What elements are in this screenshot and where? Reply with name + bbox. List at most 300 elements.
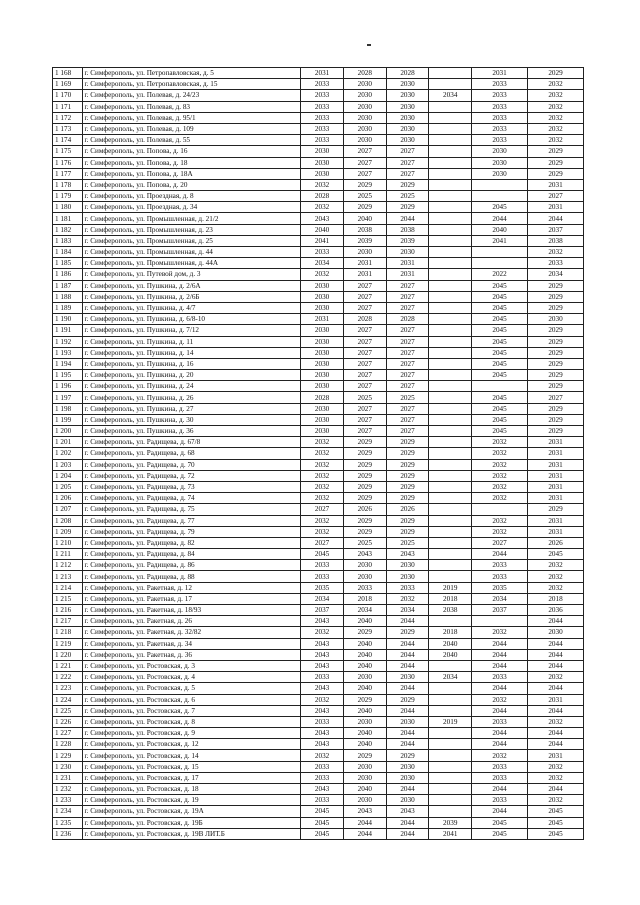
year-col-2: 2029 [343, 493, 386, 504]
row-address: г. Симферополь, ул. Промышленная, д. 25 [82, 235, 301, 246]
year-col-5: 2045 [472, 392, 528, 403]
year-col-1: 2043 [301, 728, 344, 739]
year-col-6: 2029 [528, 336, 584, 347]
row-address: г. Симферополь, ул. Ростовская, д. 19 [82, 795, 301, 806]
year-col-1: 2040 [301, 224, 344, 235]
table-row [53, 750, 584, 761]
year-col-3: 2044 [386, 739, 429, 750]
year-col-6: 2031 [528, 694, 584, 705]
year-col-6: 2045 [528, 806, 584, 817]
row-address: г. Симферополь, ул. Ракетная, д. 32/82 [82, 627, 301, 638]
table-row [53, 101, 584, 112]
year-col-4 [429, 481, 472, 492]
year-col-2: 2027 [343, 325, 386, 336]
row-address: г. Симферополь, ул. Ростовская, д. 14 [82, 750, 301, 761]
year-col-4 [429, 750, 472, 761]
row-number: 1 203 [53, 459, 83, 470]
row-address: г. Симферополь, ул. Ракетная, д. 34 [82, 638, 301, 649]
year-col-5: 2041 [472, 235, 528, 246]
page-mark [367, 44, 371, 46]
row-number: 1 186 [53, 269, 83, 280]
year-col-6: 2032 [528, 247, 584, 258]
row-address: г. Симферополь, ул. Промышленная, д. 23 [82, 224, 301, 235]
year-col-1: 2043 [301, 638, 344, 649]
table-row [53, 526, 584, 537]
year-col-5: 2032 [472, 627, 528, 638]
year-col-6: 2029 [528, 157, 584, 168]
row-address: г. Симферополь, ул. Радищева, д. 68 [82, 448, 301, 459]
row-number: 1 210 [53, 537, 83, 548]
year-col-3: 2027 [386, 291, 429, 302]
year-col-5: 2044 [472, 784, 528, 795]
year-col-4 [429, 68, 472, 79]
table-row [53, 414, 584, 425]
table-row [53, 616, 584, 627]
year-col-2: 2029 [343, 459, 386, 470]
year-col-5: 2033 [472, 123, 528, 134]
year-col-4 [429, 101, 472, 112]
year-col-4 [429, 123, 472, 134]
year-col-3: 2034 [386, 605, 429, 616]
table-row [53, 370, 584, 381]
year-col-3: 2027 [386, 358, 429, 369]
year-col-5: 2045 [472, 202, 528, 213]
year-col-6: 2031 [528, 179, 584, 190]
year-col-6: 2044 [528, 213, 584, 224]
year-col-1: 2033 [301, 247, 344, 258]
row-number: 1 187 [53, 280, 83, 291]
row-number: 1 169 [53, 79, 83, 90]
table-row [53, 191, 584, 202]
row-number: 1 233 [53, 795, 83, 806]
year-col-6: 2032 [528, 716, 584, 727]
year-col-4 [429, 493, 472, 504]
year-col-3: 2030 [386, 560, 429, 571]
year-col-6: 2032 [528, 582, 584, 593]
year-col-6: 2029 [528, 325, 584, 336]
year-col-4 [429, 381, 472, 392]
table-row [53, 649, 584, 660]
row-address: г. Симферополь, ул. Попова, д. 18А [82, 168, 301, 179]
table-row [53, 705, 584, 716]
row-address: г. Симферополь, ул. Пушкина, д. 7/12 [82, 325, 301, 336]
row-number: 1 198 [53, 403, 83, 414]
row-number: 1 213 [53, 571, 83, 582]
year-col-6: 2029 [528, 347, 584, 358]
year-col-4 [429, 515, 472, 526]
year-col-5: 2032 [472, 481, 528, 492]
year-col-3: 2025 [386, 392, 429, 403]
year-col-5 [472, 504, 528, 515]
year-col-5: 2033 [472, 672, 528, 683]
row-number: 1 197 [53, 392, 83, 403]
table-row [53, 761, 584, 772]
year-col-6: 2045 [528, 828, 584, 839]
year-col-4 [429, 280, 472, 291]
year-col-1: 2043 [301, 649, 344, 660]
row-number: 1 199 [53, 414, 83, 425]
year-col-2: 2028 [343, 68, 386, 79]
table-row [53, 146, 584, 157]
table-row [53, 481, 584, 492]
table-row [53, 716, 584, 727]
year-col-6: 2032 [528, 571, 584, 582]
year-col-1: 2030 [301, 358, 344, 369]
year-col-1: 2030 [301, 381, 344, 392]
year-col-5: 2044 [472, 728, 528, 739]
year-col-2: 2030 [343, 101, 386, 112]
row-number: 1 208 [53, 515, 83, 526]
year-col-1: 2033 [301, 571, 344, 582]
year-col-4 [429, 213, 472, 224]
year-col-2: 2030 [343, 772, 386, 783]
year-col-4: 2041 [429, 828, 472, 839]
year-col-5: 2030 [472, 146, 528, 157]
year-col-1: 2030 [301, 414, 344, 425]
year-col-3: 2027 [386, 168, 429, 179]
row-number: 1 229 [53, 750, 83, 761]
row-number: 1 227 [53, 728, 83, 739]
row-address: г. Симферополь, ул. Полевая, д. 55 [82, 135, 301, 146]
year-col-5: 2033 [472, 716, 528, 727]
year-col-2: 2029 [343, 694, 386, 705]
table-row [53, 459, 584, 470]
row-number: 1 172 [53, 112, 83, 123]
year-col-3: 2027 [386, 347, 429, 358]
row-address: г. Симферополь, ул. Полевая, д. 83 [82, 101, 301, 112]
year-col-2: 2029 [343, 627, 386, 638]
year-col-3: 2027 [386, 157, 429, 168]
year-col-6: 2026 [528, 537, 584, 548]
row-number: 1 235 [53, 817, 83, 828]
year-col-4 [429, 79, 472, 90]
table-row [53, 660, 584, 671]
year-col-6: 2044 [528, 649, 584, 660]
year-col-3: 2030 [386, 772, 429, 783]
year-col-2: 2027 [343, 280, 386, 291]
table-row [53, 269, 584, 280]
year-col-2: 2027 [343, 403, 386, 414]
year-col-5: 2045 [472, 403, 528, 414]
year-col-5 [472, 381, 528, 392]
year-col-6: 2029 [528, 358, 584, 369]
year-col-5: 2033 [472, 79, 528, 90]
year-col-5: 2044 [472, 660, 528, 671]
table-row [53, 817, 584, 828]
year-col-3: 2030 [386, 112, 429, 123]
year-col-4: 2034 [429, 90, 472, 101]
year-col-1: 2030 [301, 291, 344, 302]
year-col-6: 2031 [528, 493, 584, 504]
year-col-1: 2034 [301, 258, 344, 269]
year-col-1: 2033 [301, 716, 344, 727]
row-number: 1 231 [53, 772, 83, 783]
year-col-3: 2025 [386, 191, 429, 202]
year-col-2: 2030 [343, 123, 386, 134]
row-number: 1 188 [53, 291, 83, 302]
year-col-4 [429, 437, 472, 448]
year-col-2: 2029 [343, 179, 386, 190]
year-col-1: 2043 [301, 660, 344, 671]
table-row [53, 605, 584, 616]
year-col-4 [429, 728, 472, 739]
row-number: 1 234 [53, 806, 83, 817]
year-col-2: 2030 [343, 716, 386, 727]
row-number: 1 218 [53, 627, 83, 638]
year-col-2: 2027 [343, 291, 386, 302]
year-col-2: 2040 [343, 728, 386, 739]
year-col-2: 2029 [343, 526, 386, 537]
row-number: 1 202 [53, 448, 83, 459]
year-col-3: 2027 [386, 426, 429, 437]
year-col-4 [429, 426, 472, 437]
year-col-6: 2044 [528, 683, 584, 694]
year-col-2: 2040 [343, 739, 386, 750]
table-row [53, 135, 584, 146]
year-col-6: 2044 [528, 728, 584, 739]
year-col-6: 2032 [528, 101, 584, 112]
year-col-5: 2045 [472, 828, 528, 839]
table-row [53, 68, 584, 79]
row-address: г. Симферополь, ул. Ракетная, д. 18/93 [82, 605, 301, 616]
year-col-1: 2032 [301, 179, 344, 190]
year-col-2: 2027 [343, 358, 386, 369]
year-col-3: 2038 [386, 224, 429, 235]
year-col-2: 2030 [343, 761, 386, 772]
table-row [53, 806, 584, 817]
year-col-1: 2030 [301, 370, 344, 381]
row-number: 1 200 [53, 426, 83, 437]
row-number: 1 170 [53, 90, 83, 101]
row-address: г. Симферополь, ул. Полевая, д. 24/23 [82, 90, 301, 101]
year-col-2: 2027 [343, 157, 386, 168]
table-row [53, 79, 584, 90]
year-col-5: 2045 [472, 347, 528, 358]
year-col-1: 2033 [301, 123, 344, 134]
year-col-3: 2044 [386, 784, 429, 795]
row-address: г. Симферополь, ул. Попова, д. 18 [82, 157, 301, 168]
year-col-3: 2030 [386, 795, 429, 806]
row-address: г. Симферополь, ул. Ростовская, д. 12 [82, 739, 301, 750]
year-col-3: 2031 [386, 269, 429, 280]
year-col-4 [429, 571, 472, 582]
year-col-2: 2029 [343, 437, 386, 448]
row-address: г. Симферополь, ул. Полевая, д. 95/1 [82, 112, 301, 123]
row-number: 1 175 [53, 146, 83, 157]
row-number: 1 224 [53, 694, 83, 705]
year-col-4 [429, 370, 472, 381]
row-number: 1 220 [53, 649, 83, 660]
row-address: г. Симферополь, ул. Ростовская, д. 19Б [82, 817, 301, 828]
year-col-6: 2031 [528, 202, 584, 213]
year-col-5: 2033 [472, 571, 528, 582]
row-number: 1 193 [53, 347, 83, 358]
year-col-4 [429, 806, 472, 817]
year-col-2: 2025 [343, 191, 386, 202]
year-col-3: 2029 [386, 459, 429, 470]
year-col-6: 2029 [528, 426, 584, 437]
year-col-4 [429, 325, 472, 336]
year-col-5: 2033 [472, 761, 528, 772]
year-col-2: 2029 [343, 481, 386, 492]
year-col-3: 2030 [386, 761, 429, 772]
row-number: 1 189 [53, 302, 83, 313]
table-row [53, 493, 584, 504]
row-address: г. Симферополь, ул. Ростовская, д. 5 [82, 683, 301, 694]
year-col-5: 2022 [472, 269, 528, 280]
row-address: г. Симферополь, ул. Пушкина, д. 20 [82, 370, 301, 381]
year-col-5 [472, 616, 528, 627]
year-col-2: 2039 [343, 235, 386, 246]
year-col-3: 2030 [386, 101, 429, 112]
year-col-5: 2044 [472, 705, 528, 716]
year-col-1: 2045 [301, 549, 344, 560]
year-col-2: 2027 [343, 302, 386, 313]
year-col-1: 2032 [301, 515, 344, 526]
table-row [53, 772, 584, 783]
year-col-5: 2032 [472, 515, 528, 526]
row-address: г. Симферополь, ул. Ракетная, д. 17 [82, 593, 301, 604]
year-col-5: 2040 [472, 224, 528, 235]
year-col-2: 2026 [343, 504, 386, 515]
year-col-1: 2037 [301, 605, 344, 616]
row-number: 1 222 [53, 672, 83, 683]
year-col-5: 2031 [472, 68, 528, 79]
year-col-5: 2033 [472, 101, 528, 112]
year-col-2: 2030 [343, 672, 386, 683]
table-row [53, 235, 584, 246]
year-col-5: 2033 [472, 112, 528, 123]
year-col-3: 2027 [386, 302, 429, 313]
table-row [53, 560, 584, 571]
year-col-6: 2031 [528, 481, 584, 492]
year-col-4 [429, 336, 472, 347]
year-col-5: 2037 [472, 605, 528, 616]
year-col-1: 2032 [301, 627, 344, 638]
table-row [53, 280, 584, 291]
row-address: г. Симферополь, ул. Попова, д. 20 [82, 179, 301, 190]
table-row [53, 437, 584, 448]
row-address: г. Симферополь, ул. Промышленная, д. 21/2 [82, 213, 301, 224]
year-col-4 [429, 470, 472, 481]
year-col-3: 2044 [386, 660, 429, 671]
year-col-1: 2030 [301, 280, 344, 291]
year-col-6: 2029 [528, 381, 584, 392]
year-col-1: 2032 [301, 526, 344, 537]
table-row [53, 325, 584, 336]
table-row [53, 291, 584, 302]
year-col-3: 2029 [386, 750, 429, 761]
year-col-2: 2030 [343, 795, 386, 806]
year-col-5: 2045 [472, 314, 528, 325]
year-col-2: 2030 [343, 247, 386, 258]
row-number: 1 207 [53, 504, 83, 515]
row-number: 1 214 [53, 582, 83, 593]
year-col-2: 2040 [343, 683, 386, 694]
year-col-3: 2027 [386, 336, 429, 347]
row-number: 1 190 [53, 314, 83, 325]
row-address: г. Симферополь, ул. Радищева, д. 67/8 [82, 437, 301, 448]
table-row [53, 381, 584, 392]
row-address: г. Симферополь, ул. Ростовская, д. 17 [82, 772, 301, 783]
year-col-6: 2029 [528, 370, 584, 381]
table-row [53, 504, 584, 515]
year-col-1: 2032 [301, 694, 344, 705]
year-col-1: 2043 [301, 739, 344, 750]
year-col-6: 2029 [528, 168, 584, 179]
row-number: 1 179 [53, 191, 83, 202]
year-col-4 [429, 537, 472, 548]
year-col-2: 2030 [343, 79, 386, 90]
year-col-4 [429, 191, 472, 202]
year-col-4: 2039 [429, 817, 472, 828]
year-col-6: 2032 [528, 135, 584, 146]
year-col-1: 2045 [301, 828, 344, 839]
year-col-3: 2029 [386, 481, 429, 492]
year-col-6: 2031 [528, 437, 584, 448]
year-col-3: 2029 [386, 526, 429, 537]
year-col-3: 2044 [386, 683, 429, 694]
year-col-5: 2030 [472, 157, 528, 168]
year-col-1: 2045 [301, 817, 344, 828]
year-col-2: 2029 [343, 750, 386, 761]
row-address: г. Симферополь, ул. Проездная, д. 34 [82, 202, 301, 213]
row-number: 1 217 [53, 616, 83, 627]
year-col-1: 2033 [301, 672, 344, 683]
year-col-6: 2032 [528, 112, 584, 123]
table-row [53, 347, 584, 358]
row-address: г. Симферополь, ул. Ростовская, д. 3 [82, 660, 301, 671]
year-col-4 [429, 660, 472, 671]
table-row [53, 728, 584, 739]
year-col-4 [429, 504, 472, 515]
year-col-6: 2032 [528, 672, 584, 683]
year-col-6: 2044 [528, 660, 584, 671]
table-row [53, 515, 584, 526]
year-col-5: 2044 [472, 213, 528, 224]
year-col-5: 2045 [472, 280, 528, 291]
row-number: 1 171 [53, 101, 83, 112]
year-col-3: 2029 [386, 448, 429, 459]
year-col-2: 2040 [343, 660, 386, 671]
year-col-2: 2030 [343, 571, 386, 582]
row-address: г. Симферополь, ул. Пушкина, д. 14 [82, 347, 301, 358]
row-number: 1 194 [53, 358, 83, 369]
row-address: г. Симферополь, ул. Ракетная, д. 36 [82, 649, 301, 660]
row-address: г. Симферополь, ул. Ростовская, д. 19В ЛИТ.Б [82, 828, 301, 839]
year-col-5: 2033 [472, 135, 528, 146]
row-number: 1 173 [53, 123, 83, 134]
row-address: г. Симферополь, ул. Пушкина, д. 4/7 [82, 302, 301, 313]
year-col-4 [429, 135, 472, 146]
year-col-1: 2030 [301, 146, 344, 157]
row-number: 1 177 [53, 168, 83, 179]
year-col-3: 2032 [386, 593, 429, 604]
year-col-4 [429, 112, 472, 123]
row-address: г. Симферополь, ул. Пушкина, д. 30 [82, 414, 301, 425]
year-col-2: 2040 [343, 705, 386, 716]
year-col-6: 2032 [528, 123, 584, 134]
year-col-5: 2030 [472, 168, 528, 179]
year-col-4: 2040 [429, 649, 472, 660]
year-col-5: 2045 [472, 358, 528, 369]
year-col-4 [429, 739, 472, 750]
year-col-6: 2031 [528, 750, 584, 761]
row-address: г. Симферополь, ул. Радищева, д. 77 [82, 515, 301, 526]
year-col-3: 2044 [386, 728, 429, 739]
year-col-5: 2044 [472, 638, 528, 649]
row-address: г. Симферополь, ул. Радищева, д. 73 [82, 481, 301, 492]
